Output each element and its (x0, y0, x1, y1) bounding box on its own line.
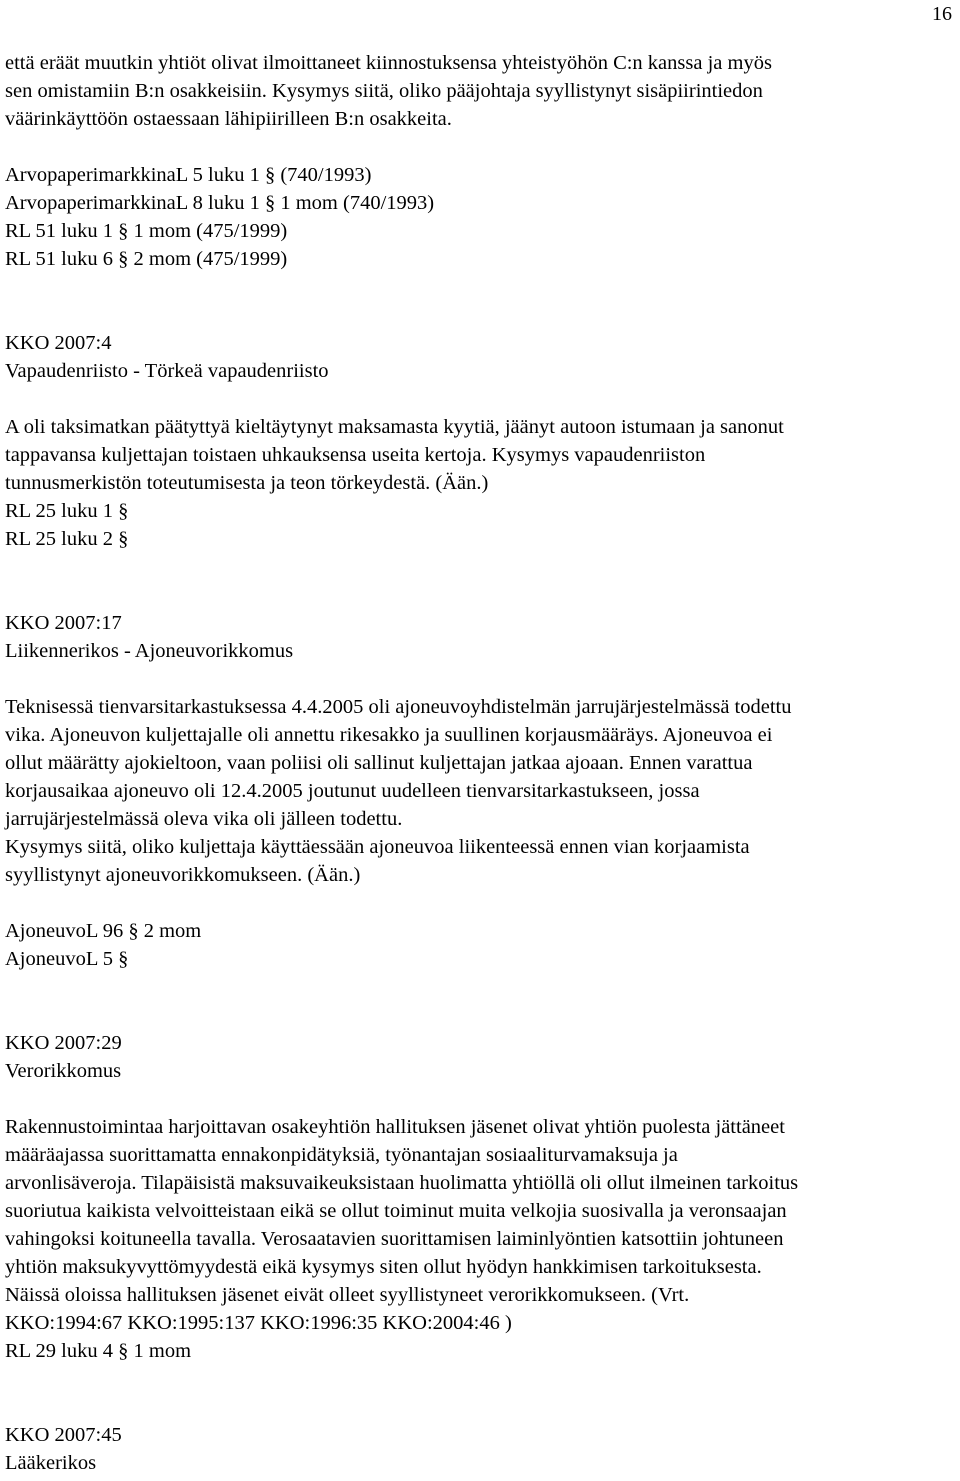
text-line: A oli taksimatkan päätyttyä kieltäytynyt maksamasta kyytiä, jäänyt autoon istumaan ja sanonut (5, 416, 784, 438)
text-line: että eräät muutkin yhtiöt olivat ilmoittaneet kiinnostuksensa yhteistyöhön C:n kanssa ja myös (5, 52, 772, 74)
intro-paragraph (5, 49, 953, 133)
statute-reference: ArvopaperimarkkinaL 5 luku 1 § (740/1993) (5, 164, 372, 186)
text-line: tappavansa kuljettajan toistaen uhkauksensa useita kertoja. Kysymys vapaudenriiston (5, 444, 706, 466)
statute-reference: RL 25 luku 2 § (5, 528, 129, 550)
case-title: Vapaudenriisto - Törkeä vapaudenriisto (5, 360, 329, 382)
statute-reference: RL 29 luku 4 § 1 mom (5, 1340, 192, 1362)
case-id: KKO 2007:29 (5, 1032, 122, 1054)
text-line: jarrujärjestelmässä oleva vika oli jälleen todettu. (5, 808, 403, 830)
text-line: määräajassa suorittamatta ennakonpidätyksiä, työnantajan sosiaaliturvamaksuja ja (5, 1144, 678, 1166)
page-number: 16 (932, 3, 952, 25)
statute-list (5, 1337, 953, 1365)
text-line: Teknisessä tienvarsitarkastuksessa 4.4.2005 oli ajoneuvoyhdistelmän jarrujärjestelmässä todettu (5, 696, 792, 718)
text-line: yhtiön maksukyvyttömyydestä eikä kysymys siten ollut hyödyn hankkimisen tarkoituksesta. (5, 1256, 762, 1278)
statute-reference: AjoneuvoL 5 § (5, 948, 129, 970)
text-line: tunnusmerkistön toteutumisesta ja teon törkeydestä. (Ään.) (5, 472, 489, 494)
statute-list (5, 917, 953, 973)
case-title: Liikennerikos - Ajoneuvorikkomus (5, 640, 294, 662)
text-line: Rakennustoimintaa harjoittavan osakeyhtiön hallituksen jäsenet olivat yhtiön puolesta jättäneet (5, 1116, 785, 1138)
case-summary (5, 413, 953, 497)
case-entry (5, 1421, 953, 1477)
document-page (5, 49, 953, 1477)
statute-list (5, 161, 953, 273)
case-title: Verorikkomus (5, 1060, 122, 1082)
statute-reference: RL 51 luku 1 § 1 mom (475/1999) (5, 220, 288, 242)
case-entry (5, 329, 953, 553)
text-line: vika. Ajoneuvon kuljettajalle oli annettu rikesakko ja suullinen korjausmääräys. Ajoneuvoa ei (5, 724, 773, 746)
text-line: väärinkäyttöön ostaessaan lähipiirilleen B:n osakkeita. (5, 108, 452, 130)
text-line: syyllistynyt ajoneuvorikkomukseen. (Ään.) (5, 864, 361, 886)
case-id: KKO 2007:4 (5, 332, 112, 354)
statute-reference: RL 51 luku 6 § 2 mom (475/1999) (5, 248, 288, 270)
case-summary (5, 1113, 953, 1337)
statute-list (5, 497, 953, 553)
text-line: Näissä oloissa hallituksen jäsenet eivät olleet syyllistyneet verorikkomukseen. (Vrt. (5, 1284, 690, 1306)
text-line: KKO:1994:67 KKO:1995:137 KKO:1996:35 KKO:2004:46 ) (5, 1312, 512, 1334)
case-title: Lääkerikos (5, 1452, 97, 1474)
statute-reference: AjoneuvoL 96 § 2 mom (5, 920, 202, 942)
text-line: korjausaikaa ajoneuvo oli 12.4.2005 joutunut uudelleen tienvarsitarkastukseen, jossa (5, 780, 700, 802)
text-line: suoriutua kaikista velvoitteistaan eikä se ollut toiminut muita velkojia suosivalla ja veronsaajan (5, 1200, 787, 1222)
text-line: arvonlisäveroja. Tilapäisistä maksuvaikeuksistaan huolimatta yhtiöllä oli ollut ilmeinen tarkoitus (5, 1172, 799, 1194)
case-entry (5, 1029, 953, 1365)
case-summary (5, 693, 953, 889)
text-line: ollut määrätty ajokieltoon, vaan poliisi oli sallinut kuljettajan jatkaa ajoaan. Ennen varattua (5, 752, 753, 774)
statute-reference: RL 25 luku 1 § (5, 500, 129, 522)
case-id: KKO 2007:45 (5, 1424, 122, 1446)
case-entry (5, 609, 953, 973)
text-line: sen omistamiin B:n osakkeisiin. Kysymys siitä, oliko pääjohtaja syyllistynyt sisäpiirintiedon (5, 80, 763, 102)
statute-reference: ArvopaperimarkkinaL 8 luku 1 § 1 mom (740/1993) (5, 192, 435, 214)
text-line: vahingoksi koituneella tavalla. Verosaatavien suorittamisen laiminlyöntien katsottiin johtuneen (5, 1228, 784, 1250)
text-line: Kysymys siitä, oliko kuljettaja käyttäessään ajoneuvoa liikenteessä ennen vian korjaamista (5, 836, 750, 858)
case-id: KKO 2007:17 (5, 612, 122, 634)
